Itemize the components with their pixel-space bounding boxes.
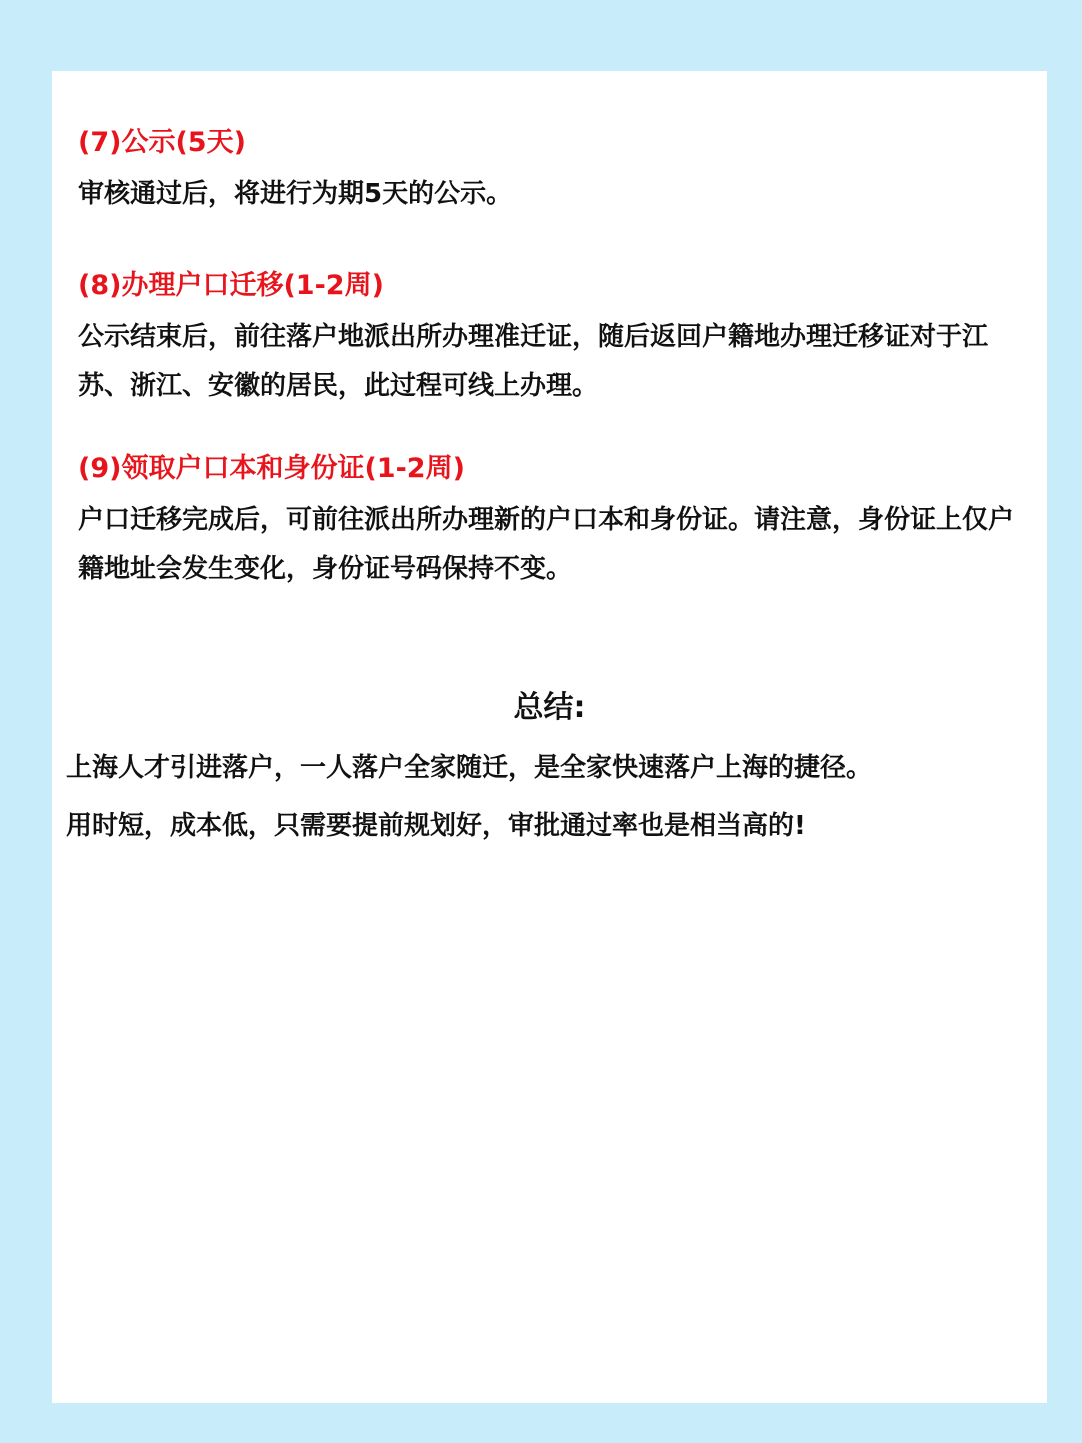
section-body: 审核通过后，将进行为期5天的公示。	[78, 179, 513, 209]
summary-title: 总结:	[513, 690, 586, 725]
section-collect-documents	[78, 449, 1018, 594]
section-body: 公示结束后，前往落户地派出所办理准迁证，随后返回户籍地办理迁移证对于江苏、浙江、安徽的居民，此过程可线上办理。	[78, 322, 989, 401]
section-hukou-transfer	[78, 266, 1018, 411]
summary-line: 用时短，成本低，只需要提前规划好，审批通过率也是相当高的!	[66, 811, 806, 841]
section-body: 户口迁移完成后，可前往派出所办理新的户口本和身份证。请注意，身份证上仅户籍地址会发生变化，身份证号码保持不变。	[78, 505, 1015, 584]
section-heading: (8)办理户口迁移(1-2周)	[78, 270, 384, 301]
section-heading: (7)公示(5天)	[78, 127, 246, 158]
section-publicity	[78, 123, 1018, 219]
summary-line: 上海人才引进落户，一人落户全家随迁，是全家快速落户上海的捷径。	[66, 753, 873, 783]
section-heading: (9)领取户口本和身份证(1-2周)	[78, 453, 465, 484]
summary-body	[66, 739, 1041, 855]
content-card	[52, 71, 1047, 1403]
